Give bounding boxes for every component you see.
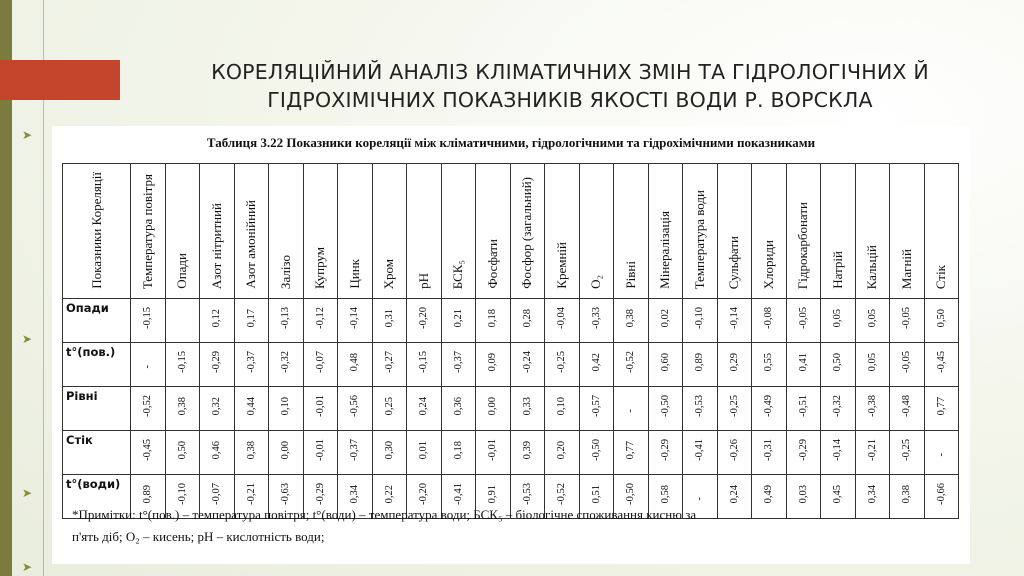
cell-value: -0,37 (349, 439, 361, 461)
cell-value: -0,32 (280, 351, 292, 373)
cell-value: -0,05 (901, 351, 913, 373)
cell-value: 0,34 (349, 484, 361, 504)
table-cell (890, 431, 925, 475)
cell-value: 0,05 (832, 308, 844, 328)
table-cell (648, 343, 683, 387)
table-cell (717, 299, 752, 343)
table-cell (303, 431, 338, 475)
table-cell (372, 343, 407, 387)
cell-value: 0,58 (659, 484, 671, 504)
table-cell (338, 431, 373, 475)
cell-value: -0,50 (590, 439, 602, 461)
cell-value: -0,12 (314, 307, 326, 329)
table-cell (890, 343, 925, 387)
table-cell (545, 299, 580, 343)
cell-value: 0,17 (245, 308, 257, 328)
column-header-label: Магній (898, 248, 914, 289)
cell-value: -0,14 (728, 307, 740, 329)
column-header-label: Азот амонійний (243, 200, 259, 289)
cell-value: -0,41 (694, 439, 706, 461)
cell-value: -0,07 (314, 351, 326, 373)
table-cell (855, 299, 890, 343)
table-cell (579, 299, 614, 343)
cell-value: -0,51 (797, 395, 809, 417)
cell-value: -0,38 (866, 395, 878, 417)
table-cell (131, 299, 166, 343)
cell-value: -0,37 (452, 351, 464, 373)
table-cell (855, 387, 890, 431)
cell-value: 0,42 (590, 352, 602, 372)
column-header-label: Рівні (622, 261, 638, 289)
table-cell (269, 387, 304, 431)
cell-value: -0,21 (245, 483, 257, 505)
column-header (303, 164, 338, 299)
cell-value: 0,29 (728, 352, 740, 372)
cell-value: -0,10 (694, 307, 706, 329)
cell-value: -0,29 (211, 351, 223, 373)
table-cell (200, 343, 235, 387)
table-cell (234, 343, 269, 387)
row-label: Опади (63, 299, 131, 343)
column-header (752, 164, 787, 299)
table-cell (372, 299, 407, 343)
cell-value: 0,50 (935, 308, 947, 328)
table-cell (855, 343, 890, 387)
column-header-label: Температура повітря (139, 173, 155, 289)
table-cell (269, 343, 304, 387)
cell-value: 0,51 (590, 484, 602, 504)
cell-value: 0,00 (487, 396, 499, 416)
table-cell (372, 431, 407, 475)
cell-value: 0,50 (832, 352, 844, 372)
cell-value: -0,20 (418, 483, 430, 505)
cell-value: 0,28 (521, 308, 533, 328)
row-label: t°(води) (63, 475, 131, 519)
table-cell (165, 387, 200, 431)
cell-value: -0,10 (176, 483, 188, 505)
column-header-label: O₂ (588, 275, 604, 289)
cell-value: 0,01 (418, 440, 430, 460)
cell-value: -0,63 (280, 483, 292, 505)
cell-value: 0,55 (763, 352, 775, 372)
table-cell (821, 343, 856, 387)
cell-value: -0,15 (418, 351, 430, 373)
column-header-label: pH (415, 273, 431, 289)
table-cell (614, 387, 649, 431)
column-header (165, 164, 200, 299)
cell-value: -0,45 (142, 439, 154, 461)
table-header-row (63, 164, 959, 299)
table-cell (407, 299, 442, 343)
table-cell (372, 387, 407, 431)
table-cell (269, 431, 304, 475)
cell-value: 0,24 (418, 396, 430, 416)
table-cell (131, 343, 166, 387)
column-header-label: Мінералізація (657, 211, 673, 289)
cell-value: -0,25 (728, 395, 740, 417)
cell-value: -0,21 (866, 439, 878, 461)
table-cell (165, 299, 200, 343)
cell-value: - (625, 409, 637, 413)
cell-value: 0,38 (176, 396, 188, 416)
table-cell (510, 387, 545, 431)
table-cell (200, 431, 235, 475)
table-cell (786, 431, 821, 475)
cell-value: -0,26 (728, 439, 740, 461)
column-header-label: Стік (933, 264, 949, 289)
table-cell (579, 431, 614, 475)
column-header-label: Хлориди (760, 239, 776, 289)
table-cell (407, 387, 442, 431)
column-header (890, 164, 925, 299)
column-header-label: Фосфор (загальний) (519, 177, 535, 289)
table-cell (648, 387, 683, 431)
table-cell (441, 343, 476, 387)
table-cell (683, 343, 718, 387)
column-header (614, 164, 649, 299)
table-cell (200, 387, 235, 431)
cell-value: -0,14 (832, 439, 844, 461)
table-cell (441, 387, 476, 431)
table-cell (924, 431, 959, 475)
cell-value: -0,14 (349, 307, 361, 329)
cell-value: 0,44 (245, 396, 257, 416)
column-header (338, 164, 373, 299)
column-header-label: БСК₅ (450, 259, 466, 289)
cell-value: 0,09 (487, 352, 499, 372)
column-header-label: Хром (381, 258, 397, 289)
table-cell (165, 343, 200, 387)
arrow-bullet-icon: ➤ (22, 486, 33, 500)
column-header-label: Температура води (691, 189, 707, 289)
table-cell (476, 299, 511, 343)
cell-value: 0,10 (556, 396, 568, 416)
table-cell (924, 299, 959, 343)
correlation-table (62, 163, 959, 519)
table-cell (717, 343, 752, 387)
corner-label: Показники Кореляції (88, 172, 104, 289)
cell-value: -0,07 (211, 483, 223, 505)
cell-value: -0,52 (556, 483, 568, 505)
cell-value: -0,52 (142, 395, 154, 417)
cell-value: 0,05 (866, 352, 878, 372)
table-cell (510, 343, 545, 387)
table-cell (338, 343, 373, 387)
cell-value: 0,77 (625, 440, 637, 460)
table-cell (579, 343, 614, 387)
table-cell (545, 343, 580, 387)
note-line1: *Примітки: t°(пов.) – температура повітря; t°(води) – температура води; БСК₅ – біологічне споживання кисню за (72, 507, 697, 522)
cell-value: 0,10 (280, 396, 292, 416)
cell-value: -0,29 (659, 439, 671, 461)
table-cell (821, 431, 856, 475)
column-header-label: Азот нітритний (208, 202, 224, 289)
table-cell (717, 431, 752, 475)
cell-value: - (935, 453, 947, 457)
cell-value: -0,31 (763, 439, 775, 461)
table-cell (579, 387, 614, 431)
cell-value: 0,38 (901, 484, 913, 504)
table-cell (234, 299, 269, 343)
table-cell (234, 431, 269, 475)
table-cell (786, 387, 821, 431)
table-cell (441, 299, 476, 343)
title-accent-tab (0, 60, 120, 100)
column-header-label: Залізо (277, 254, 293, 289)
cell-value: -0,29 (314, 483, 326, 505)
cell-value: -0,56 (349, 395, 361, 417)
cell-value: - (694, 497, 706, 501)
cell-value: -0,48 (901, 395, 913, 417)
column-header (131, 164, 166, 299)
cell-value: 0,02 (659, 308, 671, 328)
cell-value: -0,04 (556, 307, 568, 329)
cell-value: -0,41 (452, 483, 464, 505)
cell-value: 0,50 (176, 440, 188, 460)
cell-value: 0,45 (832, 484, 844, 504)
arrow-bullet-icon: ➤ (22, 560, 33, 574)
column-header (234, 164, 269, 299)
cell-value: 0,41 (797, 352, 809, 372)
table-cell (821, 299, 856, 343)
column-header (648, 164, 683, 299)
column-header (407, 164, 442, 299)
column-header-label: Сульфати (726, 235, 742, 289)
cell-value: 0,05 (866, 308, 878, 328)
table-cell (752, 431, 787, 475)
cell-value: 0,25 (383, 396, 395, 416)
cell-value: 0,34 (866, 484, 878, 504)
table-cell (338, 299, 373, 343)
column-header (821, 164, 856, 299)
table-cell (924, 343, 959, 387)
table-cell (855, 431, 890, 475)
cell-value: 0,03 (797, 484, 809, 504)
cell-value: -0,29 (797, 439, 809, 461)
table-row (63, 299, 959, 343)
cell-value: 0,39 (521, 440, 533, 460)
cell-value: -0,13 (280, 307, 292, 329)
cell-value: -0,33 (590, 307, 602, 329)
table-cell (752, 343, 787, 387)
cell-value: -0,05 (797, 307, 809, 329)
table-cell (752, 387, 787, 431)
table-cell (476, 343, 511, 387)
cell-value: -0,53 (694, 395, 706, 417)
table-cell (648, 431, 683, 475)
row-label: t°(пов.) (63, 343, 131, 387)
cell-value: -0,20 (418, 307, 430, 329)
column-header (786, 164, 821, 299)
cell-value: 0,46 (211, 440, 223, 460)
cell-value: 0,36 (452, 396, 464, 416)
cell-value: -0,37 (245, 351, 257, 373)
table-cell (131, 387, 166, 431)
table-cell (614, 299, 649, 343)
cell-value: -0,53 (521, 483, 533, 505)
table-cell (303, 387, 338, 431)
table-cell (338, 387, 373, 431)
cell-value: -0,24 (521, 351, 533, 373)
table-image (52, 126, 970, 564)
cell-value: 0,89 (142, 484, 154, 504)
column-header (476, 164, 511, 299)
cell-value: -0,50 (625, 483, 637, 505)
table-cell (234, 387, 269, 431)
table-cell (510, 299, 545, 343)
table-cell (821, 387, 856, 431)
slide-title-line1: КОРЕЛЯЦІЙНИЙ АНАЛІЗ КЛІМАТИЧНИХ ЗМІН ТА ГІДРОЛОГІЧНИХ Й (211, 60, 929, 84)
cell-value: -0,01 (314, 395, 326, 417)
cell-value: -0,25 (901, 439, 913, 461)
table-cell (303, 299, 338, 343)
cell-value: 0,60 (659, 352, 671, 372)
table-cell (614, 431, 649, 475)
table-body (63, 299, 959, 519)
column-header (269, 164, 304, 299)
cell-value: -0,57 (590, 395, 602, 417)
table-cell (683, 387, 718, 431)
cell-value: 0,32 (211, 396, 223, 416)
column-header (441, 164, 476, 299)
table-cell (510, 431, 545, 475)
slide-title-line2: ГІДРОХІМІЧНИХ ПОКАЗНИКІВ ЯКОСТІ ВОДИ Р. ВОРСКЛА (267, 88, 873, 112)
cell-value: - (142, 365, 154, 369)
cell-value: 0,20 (556, 440, 568, 460)
cell-value: 0,89 (694, 352, 706, 372)
table-cell (786, 299, 821, 343)
cell-value: 0,38 (245, 440, 257, 460)
cell-value: -0,66 (935, 483, 947, 505)
cell-value: 0,33 (521, 396, 533, 416)
cell-value: 0,31 (383, 308, 395, 328)
cell-value: -0,01 (487, 439, 499, 461)
cell-value: 0,00 (280, 440, 292, 460)
cell-value: -0,27 (383, 351, 395, 373)
table-cell (545, 387, 580, 431)
cell-value: 0,48 (349, 352, 361, 372)
table-cell (407, 343, 442, 387)
table-row (63, 431, 959, 475)
arrow-bullet-icon: ➤ (22, 332, 33, 346)
column-header (855, 164, 890, 299)
cell-value: -0,25 (556, 351, 568, 373)
table-cell (200, 299, 235, 343)
table-cell (165, 431, 200, 475)
table-note (72, 504, 952, 548)
cell-value: 0,30 (383, 440, 395, 460)
cell-value: -0,50 (659, 395, 671, 417)
cell-value: -0,15 (142, 307, 154, 329)
cell-value: 0,18 (487, 308, 499, 328)
cell-value: 0,49 (763, 484, 775, 504)
cell-value: 0,22 (383, 484, 395, 504)
column-header-label: Купрум (312, 246, 328, 289)
table-cell (476, 387, 511, 431)
table-row (63, 387, 959, 431)
cell-value: 0,18 (452, 440, 464, 460)
column-header-label: Натрій (829, 251, 845, 289)
cell-value: -0,05 (901, 307, 913, 329)
table-caption: Таблиця 3.22 Показники кореляції між кліматичними, гідрологічними та гідрохімічними показниками (206, 135, 816, 150)
column-header-label: Гідрокарбонати (795, 201, 811, 289)
column-header-label: Кальцій (864, 244, 880, 289)
column-header-label: Цинк (346, 259, 362, 289)
table-cell (407, 431, 442, 475)
table-cell (890, 299, 925, 343)
corner-header (63, 164, 131, 299)
table-cell (648, 299, 683, 343)
column-header (545, 164, 580, 299)
column-header (200, 164, 235, 299)
table-cell (476, 431, 511, 475)
cell-value: -0,45 (935, 351, 947, 373)
slide-title (120, 58, 1020, 114)
table-cell (717, 387, 752, 431)
cell-value: -0,32 (832, 395, 844, 417)
column-header (683, 164, 718, 299)
cell-value: 0,12 (211, 308, 223, 328)
table-cell (752, 299, 787, 343)
table-cell (683, 431, 718, 475)
column-header (510, 164, 545, 299)
cell-value: -0,49 (763, 395, 775, 417)
table-cell (683, 299, 718, 343)
cell-value: 0,21 (452, 308, 464, 328)
table-cell (924, 387, 959, 431)
table-row (63, 343, 959, 387)
table-cell (545, 431, 580, 475)
cell-value: -0,52 (625, 351, 637, 373)
column-header (924, 164, 959, 299)
table-cell (269, 299, 304, 343)
cell-value: -0,15 (176, 351, 188, 373)
table-cell (131, 431, 166, 475)
table-cell (614, 343, 649, 387)
column-header (579, 164, 614, 299)
arrow-bullet-icon: ➤ (22, 128, 33, 142)
cell-value: -0,01 (314, 439, 326, 461)
note-line2: п'ять діб; O₂ – кисень; pH – кислотність води; (72, 529, 325, 544)
column-header (717, 164, 752, 299)
cell-value: 0,91 (487, 484, 499, 504)
column-header-label: Фосфати (484, 239, 500, 289)
table-cell (786, 343, 821, 387)
table-cell (303, 343, 338, 387)
column-header (372, 164, 407, 299)
cell-value: 0,77 (935, 396, 947, 416)
column-header-label: Опади (174, 253, 190, 289)
row-label: Стік (63, 431, 131, 475)
row-label: Рівні (63, 387, 131, 431)
cell-value: -0,08 (763, 307, 775, 329)
column-header-label: Кремній (553, 242, 569, 289)
cell-value: 0,24 (728, 484, 740, 504)
table-cell (441, 431, 476, 475)
cell-value: 0,38 (625, 308, 637, 328)
table-cell (890, 387, 925, 431)
